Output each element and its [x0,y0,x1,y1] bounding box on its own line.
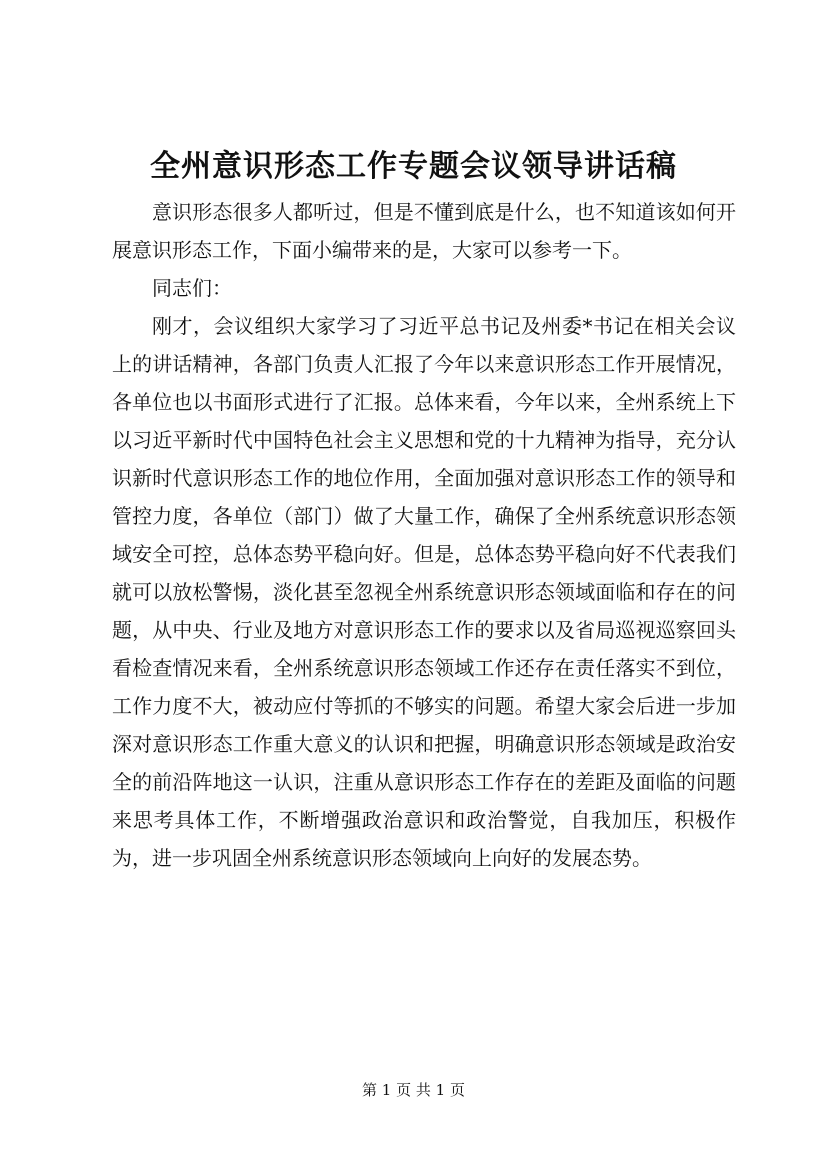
document-title: 全州意识形态工作专题会议领导讲话稿 [150,149,677,184]
intro-paragraph: 意识形态很多人都听过，但是不懂到底是什么，也不知道该如何开展意识形态工作，下面小编带来的是，大家可以参考一下。 [112,200,736,262]
salutation-paragraph: 同志们： [152,276,232,300]
main-paragraph: 刚才，会议组织大家学习了习近平总书记及州委*书记在相关会议上的讲话精神，各部门负责人汇报了今年以来意识形态工作开展情况，各单位也以书面形式进行了汇报。总体来看，今年以来，全州系统上下以习近平新时代中国特色社会主义思想和党的十九精神为指导，充分认识新时代意识形态工作的地位作用，全面加强对意识形态工作的领导和管控力度，各单位（部门）做了大量工作，确保了全州系统意识形态领域安全可控，总体态势平稳向好。但是，总体态势平稳向好不代表我们就可以放松警惕，淡化甚至忽视全州系统意识形态领域面临和存在的问题，从中央、行业及地方对意识形态工作的要求以及省局巡视巡察回头看检查情况来看，全州系统意识形态领域工作还存在责任落实不到位，工作力度不大，被动应付等抓的不够实的问题。希望大家会后进一步加深对意识形态工作重大意义的认识和把握，明确意识形态领域是政治安全的前沿阵地这一认识，注重从意识形态工作存在的差距及面临的问题来思考具体工作，不断增强政治意识和政治警觉，自我加压，积极作为，进一步巩固全州系统意识形态领域向上向好的发展态势。 [112,314,736,870]
document-body [112,193,736,877]
page-number-footer: 第 1 页 共 1 页 [362,1081,465,1099]
